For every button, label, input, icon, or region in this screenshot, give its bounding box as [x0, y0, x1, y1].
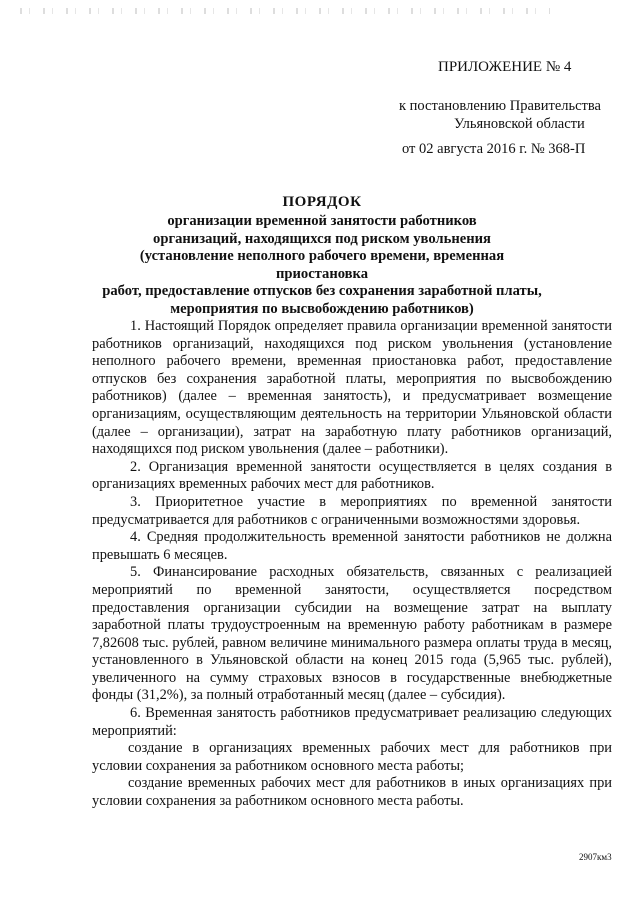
- paragraph-2: 2. Организация временной занятости осуществляется в целях создания в организациях временных рабочих мест для работников.: [92, 458, 612, 493]
- resolution-reference-line1: к постановлению Правительства: [399, 98, 601, 114]
- document-title-block: [94, 193, 550, 319]
- footer-code: 2907км3: [579, 852, 612, 862]
- document-subtitle-line4: работ, предоставление отпусков без сохранения заработной платы,: [102, 283, 542, 300]
- paragraph-4: 4. Средняя продолжительность временной занятости работников не должна превышать 6 месяцев.: [92, 529, 612, 563]
- document-subtitle-line3: (установление неполного рабочего времени, временная приостановка: [139, 248, 505, 282]
- resolution-date-number: от 02 августа 2016 г. № 368-П: [402, 141, 586, 157]
- document-body: [92, 318, 612, 811]
- appendix-label: ПРИЛОЖЕНИЕ № 4: [438, 59, 572, 75]
- paragraph-6: 6. Временная занятость работников предусматривает реализацию следующих мероприятий:: [92, 705, 612, 739]
- resolution-reference-line2: Ульяновской области: [454, 116, 585, 132]
- paragraph-3: 3. Приоритетное участие в мероприятиях по временной занятости предусматривается для работников с ограниченными возможностями здоровья.: [92, 493, 612, 528]
- paragraph-6-item-1: создание в организациях временных рабочих мест для работников при условии сохранения за работником основного места работы;: [92, 740, 612, 774]
- paragraph-1: 1. Настоящий Порядок определяет правила организации временной занятости работников организаций, находящихся под риском увольнения (установление неполного рабочего времени, временная приостановка работ, предоставление отпусков без сохранения заработной платы, мероприятия по высвобождению работников) (далее – временная занятость), и предусматривает возмещение организациям, осуществляющим деятельность на территории Ульяновской области (далее – организации), затрат на заработную плату работников организаций, находящихся под риском увольнения (далее – работники).: [92, 318, 612, 458]
- document-subtitle-line2: организаций, находящихся под риском увольнения: [153, 230, 491, 247]
- paragraph-5: 5. Финансирование расходных обязательств, связанных с реализацией мероприятий по временной занятости, осуществляется посредством предоставления организации субсидии на возмещение затрат на выплату заработной платы трудоустроенным на временную работу работникам в размере 7,82608 тыс. рублей, равном величине минимального размера оплаты труда в месяц, установленного в Ульяновской области на конец 2015 года (5,965 тыс. рублей), увеличенного на сумму страховых взносов в государственные внебюджетные фонды (31,2%), за полный отработанный месяц (далее – субсидия).: [92, 564, 612, 704]
- scan-artifact: [20, 8, 550, 14]
- document-heading: ПОРЯДОК: [282, 194, 362, 210]
- paragraph-6-item-2: создание временных рабочих мест для работников в иных организациях при условии сохранения за работником основного места работы.: [92, 775, 612, 810]
- document-subtitle-line5: мероприятия по высвобождению работников): [170, 300, 474, 317]
- document-subtitle-line1: организации временной занятости работников: [167, 213, 477, 229]
